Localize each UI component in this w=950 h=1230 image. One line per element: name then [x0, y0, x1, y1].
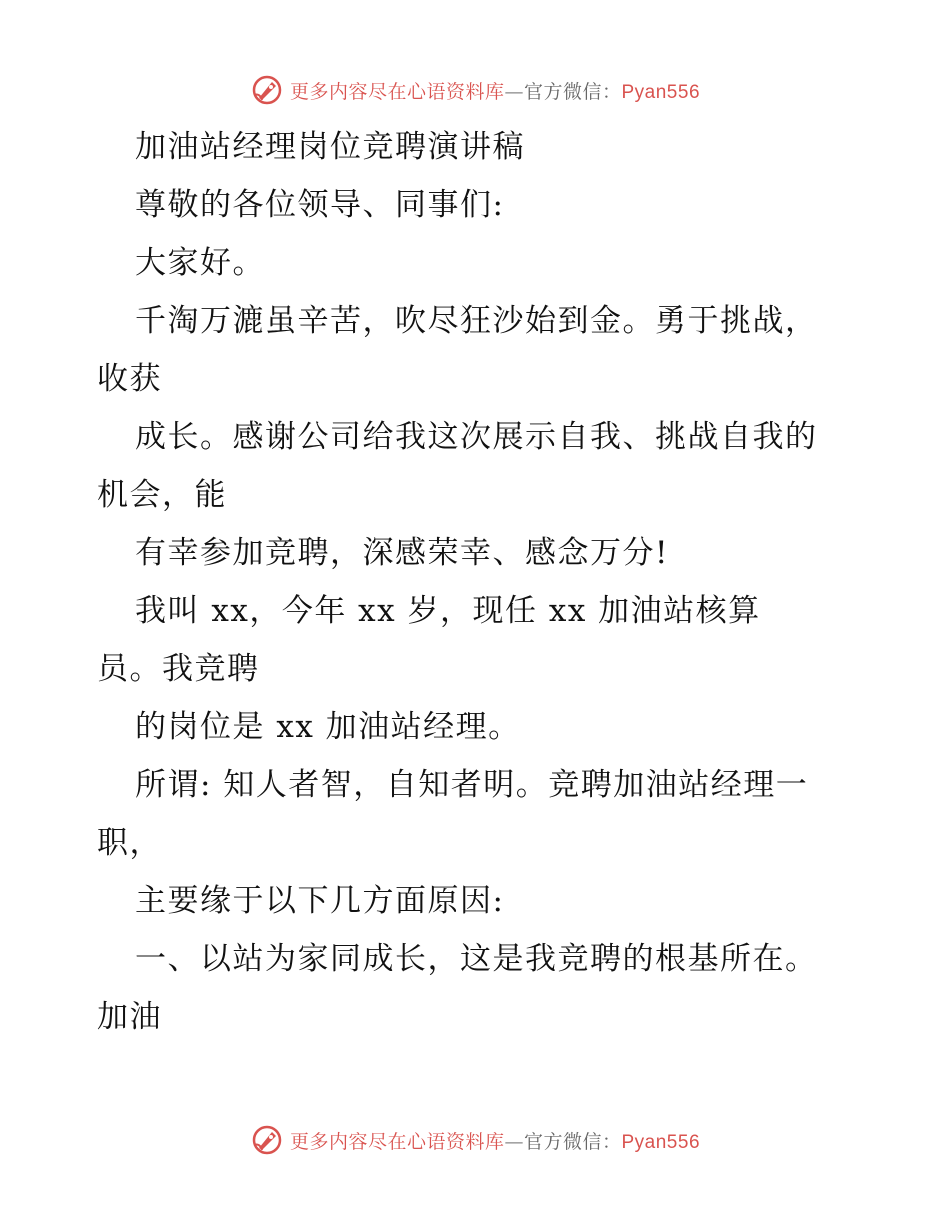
watermark-site: 更多内容尽在心语资料库: [289, 80, 505, 103]
watermark-label: 官方微信：: [523, 80, 622, 103]
document-line: 收获: [97, 361, 162, 397]
document-title: 加油站经理岗位竞聘演讲稿: [135, 129, 525, 165]
document-line: 加油: [97, 999, 162, 1035]
watermark-text: [290, 1127, 700, 1154]
document-line: 的岗位是 xx 加油站经理。: [135, 709, 521, 745]
pen-nib-logo-icon: [250, 1123, 284, 1157]
document-line: 员。我竞聘: [97, 651, 260, 687]
document-body: [97, 118, 877, 1046]
document-line: 所谓: 知人者智，自知者明。竞聘加油站经理一: [135, 767, 809, 803]
watermark-dash: —: [504, 80, 524, 103]
document-line: 尊敬的各位领导、同事们:: [135, 187, 505, 223]
document-line: 成长。感谢公司给我这次展示自我、挑战自我的: [135, 419, 818, 455]
pen-nib-logo-icon: [250, 73, 284, 107]
watermark-id: Pyan556: [621, 81, 701, 103]
watermark-site: 更多内容尽在心语资料库: [289, 1130, 505, 1153]
watermark-label: 官方微信：: [523, 1130, 622, 1153]
footer-watermark: [0, 1120, 950, 1160]
document-line: 我叫 xx，今年 xx 岁，现任 xx 加油站核算: [135, 593, 761, 629]
document-line: 机会，能: [97, 477, 227, 513]
header-watermark: [0, 70, 950, 110]
document-line: 千淘万漉虽辛苦，吹尽狂沙始到金。勇于挑战，: [135, 303, 818, 339]
document-line: 主要缘于以下几方面原因:: [135, 883, 505, 919]
document-line: 一、以站为家同成长，这是我竞聘的根基所在。: [135, 941, 818, 977]
document-line: 大家好。: [135, 245, 265, 281]
document-line: 职，: [97, 825, 162, 861]
document-line: 有幸参加竞聘，深感荣幸、感念万分!: [135, 535, 669, 571]
watermark-text: [290, 77, 700, 104]
watermark-dash: —: [504, 1130, 524, 1153]
watermark-id: Pyan556: [621, 1131, 701, 1153]
